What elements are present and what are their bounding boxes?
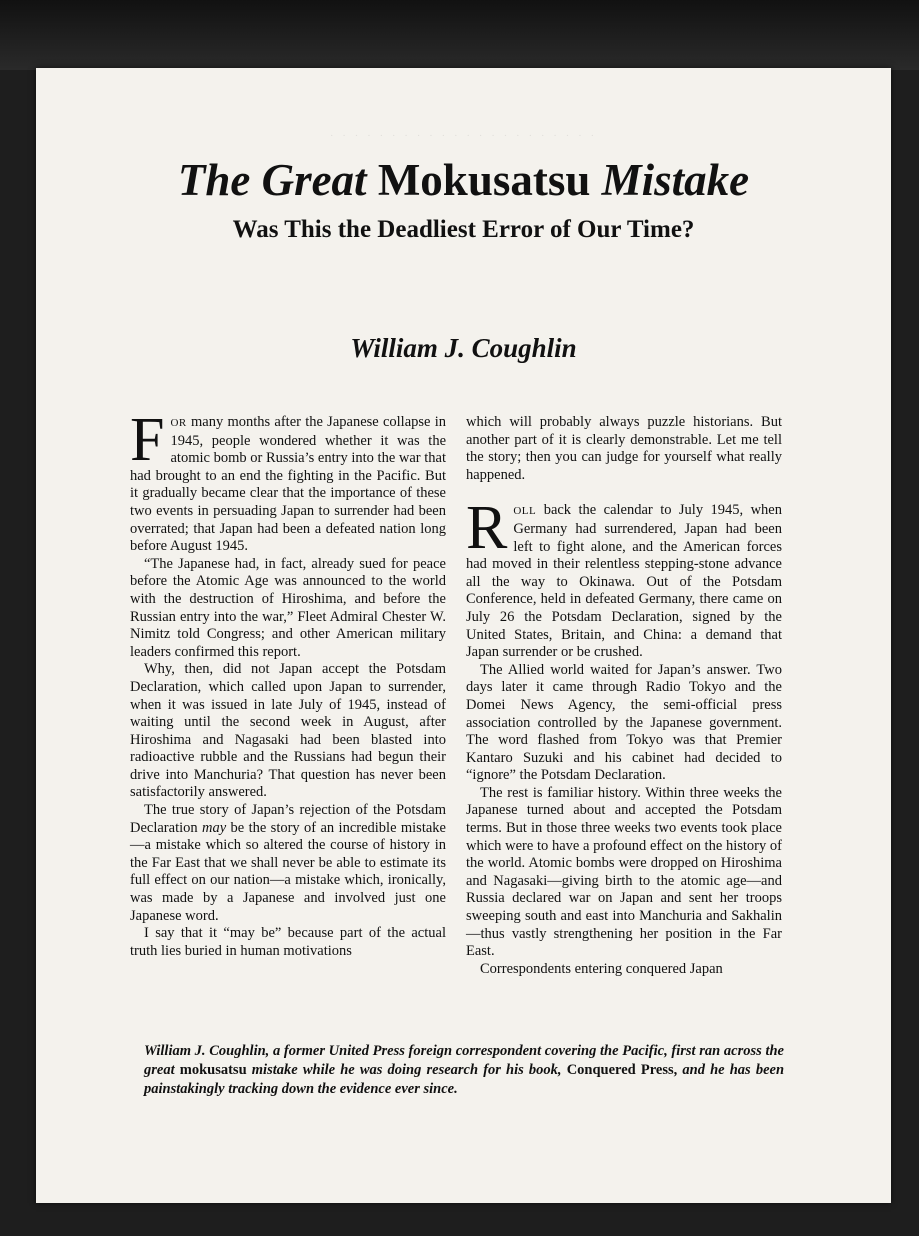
paragraph: The rest is familiar history. Within three weeks the Japanese turned about and accepted the Potsdam terms. But in those three weeks two events took place which were to have a profound effect on the history of the world. Atomic bombs were dropped on Hiroshima and Nagasaki—giving birth to the atomic age—and Russia declared war on Japan and sent her troops sweeping south and east into Manchuria and Sakhalin—thus vastly strengthening her position in the Far East.	[466, 784, 782, 960]
footnote-text: and he has been painstakingly tracking down the evidence ever since.	[144, 1062, 785, 1097]
paragraph: which will probably always puzzle historians. But another part of it is clearly demonstrable. Let me tell the story; then you can judge for yourself what really happened.	[466, 414, 782, 483]
paragraph: “The Japanese had, in fact, already sued for peace before the Atomic Age was announced to the world with the destruction of Hiroshima, and before the Russian entry into the war,” Fleet Admiral Chester W. Nimitz told Congress; and other American military leaders confirmed this report.	[130, 555, 446, 660]
paragraph	[466, 494, 782, 661]
footnote-text: mistake while he was doing research for his book,	[246, 1062, 567, 1078]
article-subtitle: Was This the Deadliest Error of Our Time?	[232, 216, 695, 243]
footnote-roman-word: mokusatsu	[179, 1062, 247, 1078]
paragraph	[130, 802, 446, 925]
emphasis: may	[202, 819, 227, 836]
footnote-book-title: Conquered Press,	[566, 1062, 678, 1078]
paragraph: The Allied world waited for Japan’s answer. Two days later it came through Radio Tokyo and the Domei News Agency, the semi-official press association controlled by the Japanese government. The word flashed from Tokyo was that Premier Kantaro Suzuki and his cabinet had decided to “ignore” the Potsdam Declaration.	[466, 661, 782, 784]
footnote-text: William J. Coughlin, a former United Press foreign correspondent covering the Pacific, first ran across the great	[144, 1043, 784, 1078]
magazine-page	[36, 68, 891, 1203]
title-italic-part-1: The Great	[177, 155, 367, 205]
paragraph-text: back the calendar to July 1945, when Germany had surrendered, Japan had been left to fight alone, and the American forces had moved in their relentless stepping-stone advance all the way to Okinawa. Out of the Potsdam Conference, held in defeated Germany, there came on July 26 the Potsdam Declaration, signed by the United States, Britain, and China: a demand that Japan surrender or be crushed.	[466, 502, 782, 661]
drop-cap: F	[130, 406, 165, 474]
left-column	[130, 406, 446, 960]
paragraph: Correspondents entering conquered Japan	[480, 960, 723, 977]
bleed-through-header: · · · · · · · · · · · · · · · · · · · · · ·	[329, 130, 598, 142]
article-title	[36, 156, 891, 206]
small-caps-lead: OR	[170, 417, 187, 429]
paragraph: Why, then, did not Japan accept the Potsdam Declaration, which called upon Japan to surrender, when it was issued in late July of 1945, instead of waiting until the second week in August, after Hiroshima and Nagasaki had been blasted into radioactive rubble and the Russians had begun their drive into Manchuria? That question has never been satisfactorily answered.	[130, 661, 446, 801]
title-roman-part: Mokusatsu	[377, 155, 591, 205]
paragraph-text: many months after the Japanese collapse in 1945, people wondered whether it was the atomic bomb or Russia’s entry into the war that had brought to an end the fighting in the Pacific. But it gradually became clear that the importance of these two events in persuading Japan to surrender had been overrated; that Japan had been a defeated nation long before August 1945.	[130, 414, 446, 555]
paragraph-text: The true story of Japan’s rejection of the Potsdam Declaration	[130, 802, 446, 836]
article-author: William J. Coughlin	[350, 333, 577, 363]
drop-cap: R	[466, 494, 508, 563]
paragraph: I say that it “may be” because part of the actual truth lies buried in human motivations	[130, 925, 446, 959]
paragraph	[130, 406, 446, 556]
right-column	[466, 414, 782, 978]
paragraph-text: be the story of an incredible mistake—a mistake which so altered the course of history in the Far East that we shall never be able to estimate its full effect on our nation—a mistake which, ironically, was made by a Japanese and involved just one Japanese word.	[130, 819, 446, 924]
scan-background	[0, 0, 919, 70]
author-bio-footnote	[144, 1042, 784, 1099]
title-italic-part-2: Mistake	[601, 155, 750, 205]
small-caps-lead: OLL	[513, 505, 537, 518]
